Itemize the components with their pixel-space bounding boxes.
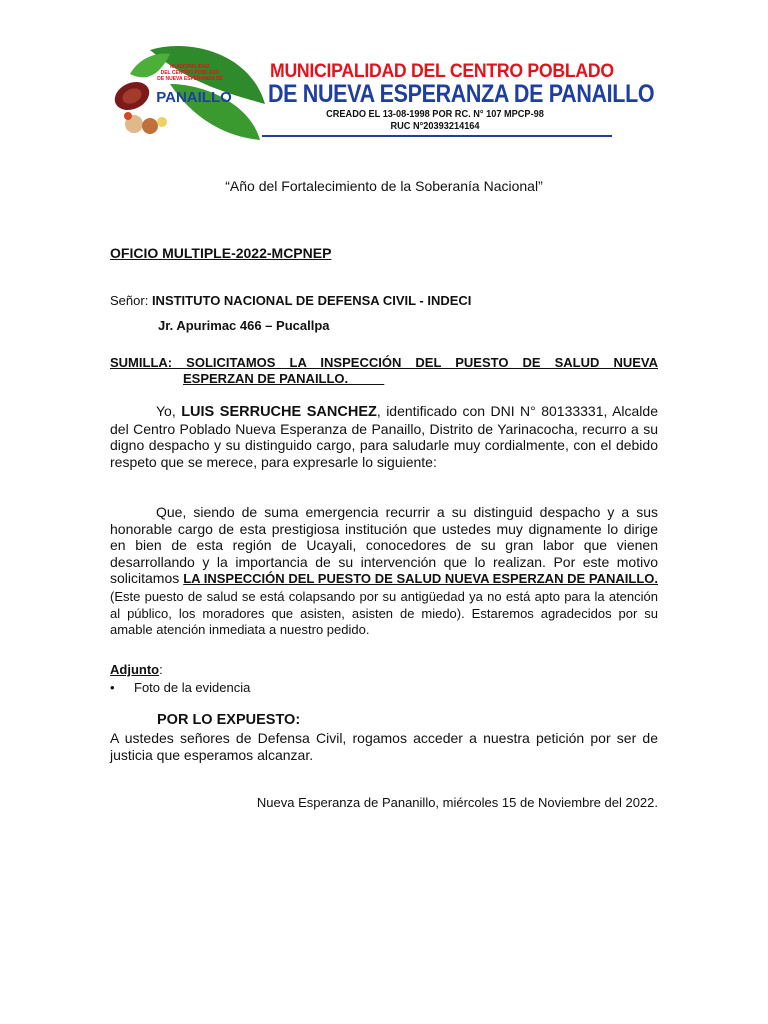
request-text: Que, siendo de suma emergencia recurrir a su distinguid despacho y a sus honorable cargo de esta prestigiosa institución que ustedes muy dignamente lo dirige en bien de esta región de Ucayali, conocedores de su gran labor que vienen desarrollando y la importancia de su intervención que lo realizan. Por este motivo solicitamos bbox=[110, 504, 658, 587]
recipient-line bbox=[110, 293, 471, 308]
oficio-number: OFICIO MULTIPLE-2022-MCPNEP bbox=[110, 245, 332, 261]
conclusion-heading: POR LO EXPUESTO: bbox=[157, 712, 301, 728]
logo-big-text: PANAILLO bbox=[156, 89, 232, 106]
attachment-item-text: Foto de la evidencia bbox=[134, 680, 251, 695]
logo-small-text-3: DE NUEVA ESPERANZA DE bbox=[157, 76, 223, 82]
recipient-label: Señor: bbox=[110, 293, 149, 308]
letterhead-divider bbox=[262, 135, 612, 137]
logo-small-text-2: DEL CENTRO POBLADO bbox=[160, 70, 220, 76]
sumilla bbox=[110, 355, 658, 387]
sumilla-line1: SUMILLA: SOLICITAMOS LA INSPECCIÓN DEL PUESTO DE SALUD NUEVA bbox=[110, 355, 658, 370]
signer-name: LUIS SERRUCHE SANCHEZ bbox=[181, 404, 377, 420]
letterhead-title-line2: DE NUEVA ESPERANZA DE PANAILLO bbox=[268, 80, 655, 108]
place-date-line: Nueva Esperanza de Pananillo, miércoles 15 de Noviembre del 2022. bbox=[256, 795, 658, 810]
request-highlight: LA INSPECCIÓN DEL PUESTO DE SALUD NUEVA ESPERZAN DE PANAILLO. bbox=[183, 571, 658, 587]
recipient-name: INSTITUTO NACIONAL DE DEFENSA CIVIL - INDECI bbox=[151, 293, 472, 308]
intro-text: Yo, bbox=[156, 403, 182, 419]
municipal-logo bbox=[110, 44, 268, 140]
year-motto: “Año del Fortalecimiento de la Soberanía Nacional” bbox=[225, 178, 543, 194]
conclusion-text: A ustedes señores de Defensa Civil, rogamos acceder a nuestra petición por ser de justicia que esperamos alcanzar. bbox=[110, 730, 658, 763]
paragraph-request bbox=[110, 504, 658, 638]
letterhead-creation: CREADO EL 13-08-1998 POR RC. N° 107 MPCP-98 bbox=[326, 109, 544, 120]
attachment-heading bbox=[110, 662, 163, 677]
attachment-label: Adjunto bbox=[110, 662, 160, 677]
attachment-item bbox=[110, 680, 250, 695]
request-tail: (Este puesto de salud se está colapsando por su antigüedad ya no está apto para la atención al público, los moradores que asisten, asisten de miedo). Estaremos agradecidos por su amable atención inmediata a nuestro pedido. bbox=[110, 588, 658, 638]
attachment-colon: : bbox=[159, 662, 163, 677]
sumilla-line2: ESPERZAN DE PANAILLO. bbox=[183, 371, 385, 386]
letterhead-title-line1: MUNICIPALIDAD DEL CENTRO POBLADO bbox=[270, 61, 614, 82]
recipient-address: Jr. Apurimac 466 – Pucallpa bbox=[158, 318, 330, 333]
paragraph-introduction bbox=[110, 403, 658, 470]
intro-rest: , identificado con DNI N° 80133331, Alcalde del Centro Poblado Nueva Esperanza de Panaillo, Distrito de Yarinacocha, recurro a su digno despacho y su distinguido cargo, para saludarle muy cordialmente, con el debido respeto que se merece, para expresarle lo siguiente: bbox=[110, 403, 658, 470]
logo-small-text-1: MUNICIPALIDAD bbox=[170, 64, 210, 70]
letterhead-ruc: RUC N°20393214164 bbox=[390, 121, 480, 132]
bullet-icon: • bbox=[110, 680, 115, 695]
